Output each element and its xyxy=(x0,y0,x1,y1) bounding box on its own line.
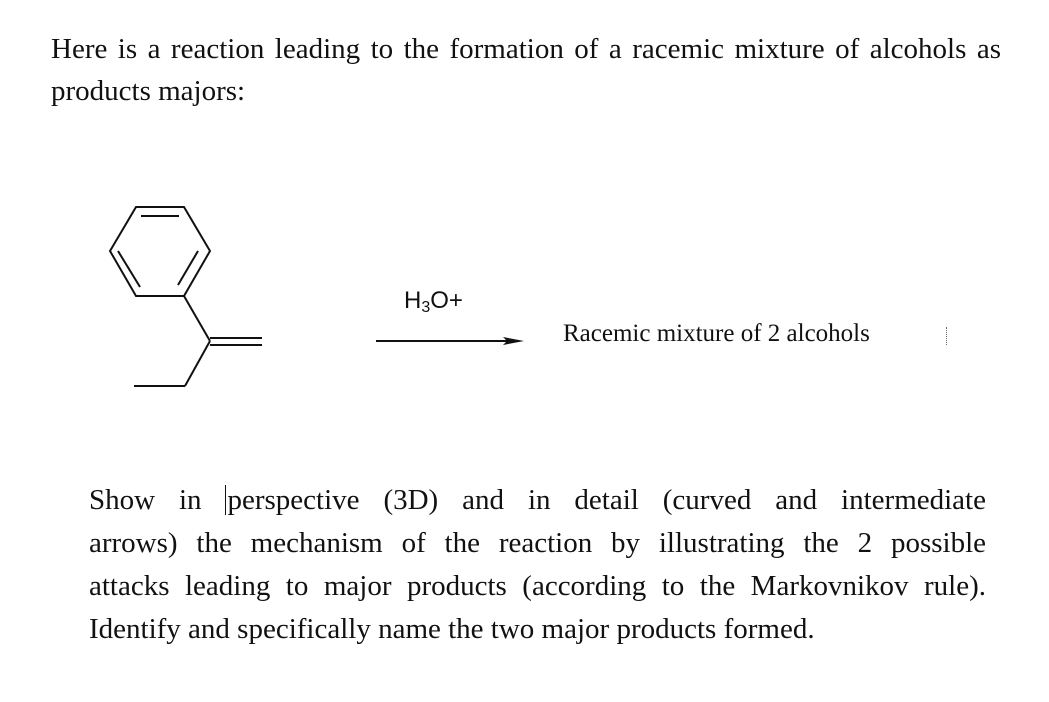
ring-double-bond-3 xyxy=(118,251,140,287)
ethyl-bond-1 xyxy=(185,341,210,386)
ring-to-alkene-bond xyxy=(184,296,210,341)
product-label: Racemic mixture of 2 alcohols xyxy=(563,320,870,347)
question-line-1-start: Show in xyxy=(89,484,226,516)
reagent-tail: O+ xyxy=(430,287,463,314)
ring-double-bond-2 xyxy=(178,251,198,285)
reagent-subscript: 3 xyxy=(421,299,431,316)
arrow-head xyxy=(503,337,524,345)
reagent-main: H xyxy=(404,287,422,314)
question-line-1-end: perspective (3D) and in detail (curved and intermediate xyxy=(227,484,986,516)
reaction-arrow xyxy=(376,337,524,345)
reagent-label xyxy=(404,286,463,316)
text-cursor-mark xyxy=(946,327,948,345)
question-line-3: attacks leading to major products (according to the Markovnikov rule). xyxy=(89,570,986,602)
question-line-2: arrows) the mechanism of the reaction by illustrating the 2 possible xyxy=(89,527,986,559)
question-line-4: Identify and specifically name the two major products formed. xyxy=(89,613,815,645)
question-paragraph xyxy=(89,479,986,651)
intro-paragraph: Here is a reaction leading to the formation of a racemic mixture of alcohols as products majors: xyxy=(51,33,1001,107)
question-line-1 xyxy=(89,479,986,522)
benzene-ring xyxy=(110,207,210,296)
starting-material-structure xyxy=(110,207,262,386)
